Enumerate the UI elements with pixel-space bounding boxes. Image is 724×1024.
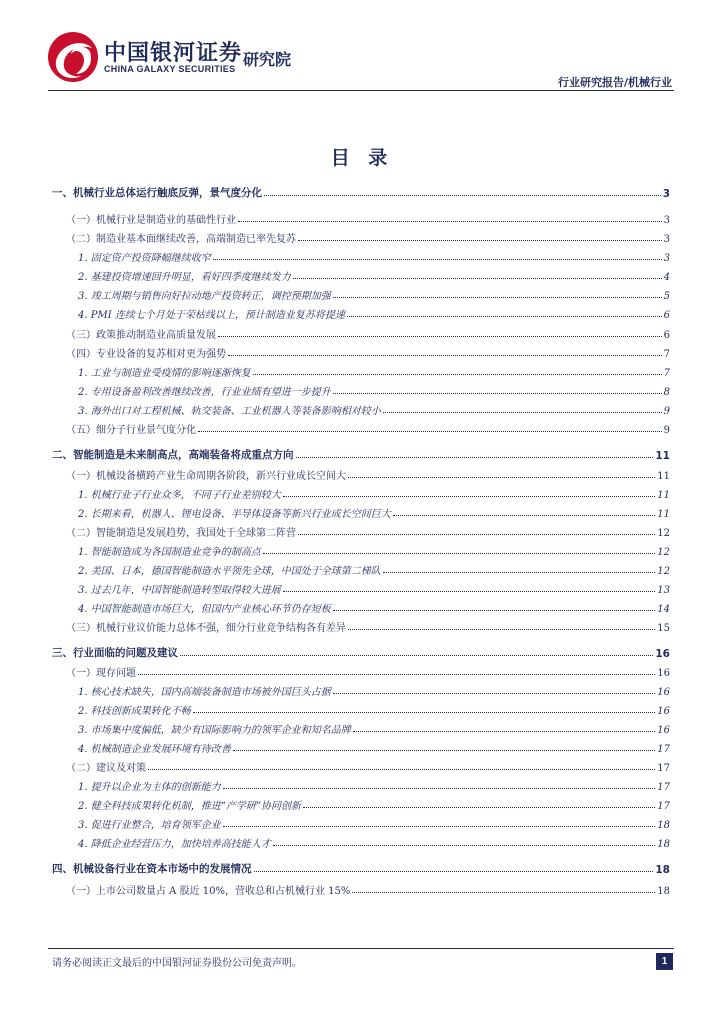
toc-entry-page: 11 [657, 490, 670, 501]
toc-entry-page: 7 [663, 368, 670, 379]
toc-entry-text: （二）建议及对策 [66, 763, 146, 774]
toc-leader-dots [352, 892, 655, 893]
toc-entry-text: 一、机械行业总体运行触底反弹，景气度分化 [52, 187, 262, 199]
toc-entry[interactable] [52, 265, 670, 283]
toc-entry-text: 四、机械设备行业在资本市场中的发展情况 [52, 863, 252, 875]
toc-entry-text: 1. 工业与制造业受疫情的影响逐渐恢复 [78, 368, 251, 379]
toc-leader-dots [348, 477, 655, 478]
toc-entry-page: 18 [655, 864, 670, 876]
toc-leader-dots [353, 731, 656, 732]
header-divider [48, 90, 674, 91]
toc-entry-page: 16 [657, 668, 670, 679]
toc-entry[interactable] [52, 361, 670, 379]
toc-leader-dots [333, 610, 656, 611]
toc-entry-page: 8 [663, 387, 670, 398]
toc-entry[interactable] [52, 464, 670, 482]
toc-entry-text: 1. 机械行业子行业众多，不同子行业差别较大 [78, 490, 281, 501]
footer-disclaimer: 请务必阅读正文最后的中国银河证券股份公司免责声明。 [52, 958, 302, 969]
toc-entry[interactable] [52, 879, 670, 897]
toc-entry-text: 2. 美国、日本，德国智能制造水平领先全球，中国处于全球第二梯队 [78, 566, 381, 577]
toc-entry-page: 12 [657, 547, 670, 558]
toc-entry-page: 5 [663, 291, 670, 302]
toc-entry-text: 3. 竣工周期与销售向好拉动地产投资转正，调控预期加强 [78, 291, 331, 302]
toc-entry[interactable] [52, 756, 670, 774]
toc-entry-text: 3. 海外出口对工程机械、轨交装备、工业机器人等装备影响相对较小 [78, 406, 381, 417]
toc-leader-dots [218, 336, 662, 337]
toc-entry-page: 16 [657, 725, 670, 736]
toc-entry-page: 3 [663, 234, 670, 245]
toc-entry-text: 二、智能制造是未来制高点，高端装备将成重点方向 [52, 449, 294, 461]
page-header [0, 0, 724, 100]
toc-entry-page: 4 [663, 272, 670, 283]
toc-entry-text: （三）政策推动制造业高质量发展 [66, 330, 216, 341]
toc-entry-page: 11 [657, 509, 670, 520]
toc-entry[interactable] [52, 284, 670, 302]
toc-leader-dots [253, 374, 662, 375]
toc-entry[interactable] [52, 597, 670, 615]
toc-entry-text: （一）机械设备横跨产业生命周期各阶段，新兴行业成长空间大 [66, 471, 346, 482]
toc-entry[interactable] [52, 323, 670, 341]
toc-entry[interactable] [52, 642, 670, 660]
toc-entry-page: 3 [663, 253, 670, 264]
toc-entry[interactable] [52, 858, 670, 876]
toc-entry[interactable] [52, 521, 670, 539]
toc-entry-text: 2. 健全科技成果转化机制，推进“产学研”协同创新 [78, 801, 301, 812]
toc-entry[interactable] [52, 418, 670, 436]
toc-entry-page: 7 [663, 349, 670, 360]
toc-entry[interactable] [52, 182, 670, 200]
toc-entry[interactable] [52, 380, 670, 398]
toc-entry[interactable] [52, 578, 670, 596]
toc-entry-page: 12 [657, 566, 670, 577]
toc-entry-text: （一）上市公司数量占 A 股近 10%，营收总和占机械行业 15% [66, 886, 351, 897]
toc-leader-dots [333, 693, 656, 694]
toc-entry-page: 6 [663, 310, 670, 321]
toc-entry-page: 18 [657, 820, 670, 831]
toc-entry-text: （五）细分子行业景气度分化 [66, 425, 196, 436]
brand-name-cn: 中国银河证券 [104, 41, 243, 66]
toc-entry[interactable] [52, 399, 670, 417]
toc-leader-dots [223, 826, 656, 827]
toc-entry-text: （二）制造业基本面继续改善，高端制造已率先复苏 [66, 234, 296, 245]
toc-leader-dots [213, 259, 662, 260]
toc-entry[interactable] [52, 483, 670, 501]
toc-leader-dots [333, 297, 662, 298]
toc-entry-page: 14 [657, 604, 670, 615]
toc-entry-text: 4. 机械制造企业发展环境有待改善 [78, 744, 231, 755]
toc-entry-text: 3. 促进行业整合，培育领军企业 [78, 820, 221, 831]
toc-entry-page: 15 [657, 623, 670, 634]
page-number-badge: 1 [656, 953, 673, 970]
toc-entry-page: 18 [657, 886, 670, 897]
toc-entry-text: 4. PMI 连续七个月处于荣枯线以上，预计制造业复苏将提速 [78, 310, 345, 321]
toc-entry-text: 2. 专用设备盈利改善继续改善，行业业绩有望进一步提升 [78, 387, 331, 398]
toc-entry-text: （一）机械行业是制造业的基础性行业 [66, 215, 236, 226]
brand-subtitle: 研究院 [243, 50, 292, 69]
toc-entry-text: 3. 市场集中度偏低，缺少有国际影响力的领军企业和知名品牌 [78, 725, 351, 736]
toc-entry[interactable] [52, 246, 670, 264]
toc-entry[interactable] [52, 227, 670, 245]
toc-entry-page: 11 [657, 471, 670, 482]
toc-leader-dots [233, 750, 656, 751]
toc-entry-text: （二）智能制造是发展趋势，我国处于全球第二阵营 [66, 528, 296, 539]
toc-entry[interactable] [52, 775, 670, 793]
toc-entry-text: 1. 核心技术缺失，国内高端装备制造市场被外国巨头占据 [78, 687, 331, 698]
toc-leader-dots [347, 316, 662, 317]
toc-entry-page: 13 [657, 585, 670, 596]
toc-entry-text: （四）专业设备的复苏相对更为强势 [66, 349, 226, 360]
toc-entry-text: 1. 提升以企业为主体的创新能力 [78, 782, 221, 793]
toc-entry[interactable] [52, 661, 670, 679]
toc-entry-page: 16 [657, 706, 670, 717]
toc-leader-dots [383, 412, 662, 413]
toc-entry[interactable] [52, 794, 670, 812]
toc-entry[interactable] [52, 303, 670, 321]
toc-entry-page: 11 [655, 450, 670, 462]
toc-entry-page: 6 [663, 330, 670, 341]
toc-leader-dots [198, 431, 662, 432]
brand-name-en: CHINA GALAXY SECURITIES [104, 64, 236, 74]
toc-entry[interactable] [52, 680, 670, 698]
toc-leader-dots [263, 553, 656, 554]
toc-entry[interactable] [52, 718, 670, 736]
toc-entry-text: 4. 降低企业经营压力，加快培养高技能人才 [78, 839, 271, 850]
footer-divider [48, 948, 674, 949]
toc-entry[interactable] [52, 444, 670, 462]
toc-entry-text: 4. 中国智能制造市场巨大，但国内产业核心环节仍存短板 [78, 604, 331, 615]
toc-entry-page: 9 [663, 425, 670, 436]
toc-entry-page: 18 [657, 839, 670, 850]
toc-leader-dots [348, 629, 655, 630]
toc-leader-dots [254, 871, 654, 872]
toc-entry-page: 12 [657, 528, 670, 539]
toc-leader-dots [193, 712, 656, 713]
toc-entry-page: 17 [657, 782, 670, 793]
toc-entry[interactable] [52, 540, 670, 558]
toc-leader-dots [393, 515, 656, 516]
toc-entry[interactable] [52, 342, 670, 360]
toc-entry-page: 16 [655, 648, 670, 660]
toc-leader-dots [264, 195, 661, 196]
toc-leader-dots [223, 788, 656, 789]
toc-leader-dots [273, 845, 656, 846]
toc-leader-dots [298, 534, 655, 535]
toc-leader-dots [383, 572, 656, 573]
toc-leader-dots [283, 496, 656, 497]
toc-entry-text: 2. 科技创新成果转化不畅 [78, 706, 191, 717]
toc-entry-text: 三、行业面临的问题及建议 [52, 647, 178, 659]
toc-leader-dots [298, 240, 662, 241]
toc-entry-page: 17 [657, 744, 670, 755]
toc-leader-dots [303, 807, 655, 808]
toc-entry-page: 9 [663, 406, 670, 417]
toc-leader-dots [333, 393, 662, 394]
toc-entry[interactable] [52, 208, 670, 226]
toc-leader-dots [283, 591, 656, 592]
toc-entry-text: （三）机械行业议价能力总体不强，细分行业竞争结构各有差异 [66, 623, 346, 634]
galaxy-swirl-logo-icon [46, 30, 100, 84]
toc-entry-page: 3 [662, 188, 670, 200]
toc-entry[interactable] [52, 559, 670, 577]
toc-entry[interactable] [52, 737, 670, 755]
toc-leader-dots [228, 355, 662, 356]
toc-leader-dots [293, 278, 662, 279]
toc-leader-dots [138, 674, 655, 675]
toc-entry-text: 2. 基建投资增速回升明显，看好四季度继续发力 [78, 272, 291, 283]
toc-title: 目 录 [330, 147, 394, 169]
report-type-label: 行业研究报告/机械行业 [557, 76, 672, 89]
toc-entry[interactable] [52, 502, 670, 520]
toc-entry-page: 3 [663, 215, 670, 226]
toc-leader-dots [148, 769, 655, 770]
toc-entry-page: 17 [657, 801, 670, 812]
toc-entry[interactable] [52, 616, 670, 634]
toc-entry-text: 1. 智能制造成为各国制造业竞争的制高点 [78, 547, 261, 558]
toc-entry-page: 17 [657, 763, 670, 774]
toc-entry-text: 1. 固定资产投资降幅继续收窄 [78, 253, 211, 264]
toc-entry-text: 3. 过去几年，中国智能制造转型取得较大进展 [78, 585, 281, 596]
toc-entry-page: 16 [657, 687, 670, 698]
toc-leader-dots [296, 457, 654, 458]
toc-entry-text: 2. 长期来看，机器人、锂电设备、半导体设备等新兴行业成长空间巨大 [78, 509, 391, 520]
toc-entry[interactable] [52, 813, 670, 831]
toc-leader-dots [180, 655, 653, 656]
toc-entry-text: （一）现存问题 [66, 668, 136, 679]
toc-entry[interactable] [52, 832, 670, 850]
toc-leader-dots [238, 221, 662, 222]
toc-entry[interactable] [52, 699, 670, 717]
